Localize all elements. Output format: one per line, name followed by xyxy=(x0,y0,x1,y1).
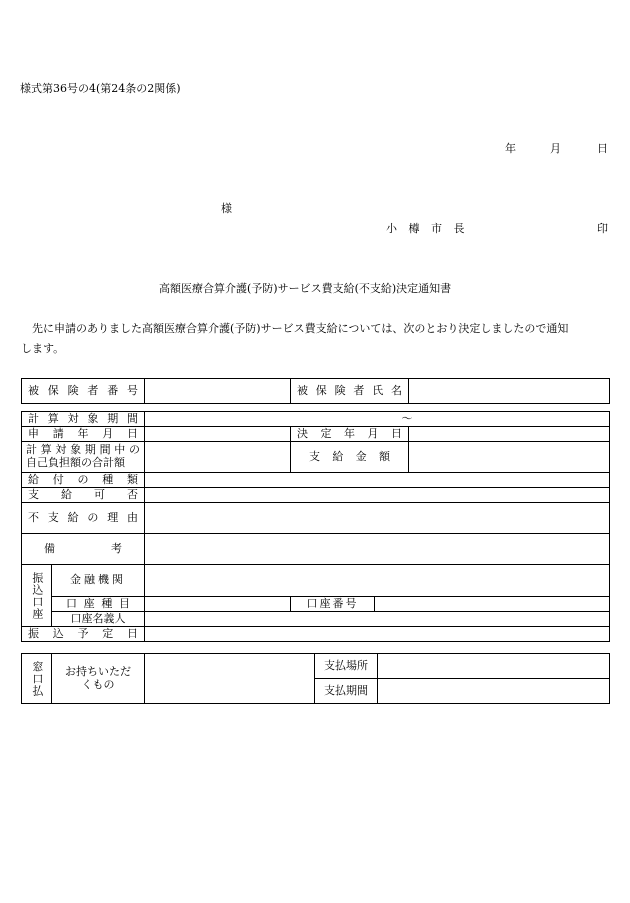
transfer-date-label: 振込予定日 xyxy=(22,627,145,642)
calc-period-label: 計算対象期間 xyxy=(22,412,145,427)
items-to-bring-label xyxy=(52,654,145,704)
insured-name-value xyxy=(409,379,610,404)
transfer-account-text: 振込口座 xyxy=(30,571,44,620)
bank-label: 金融機関 xyxy=(52,565,145,597)
issuer-name: 小 樽 市 長 xyxy=(386,222,469,235)
payment-yesno-value xyxy=(145,488,610,503)
insured-name-label: 被保険者氏名 xyxy=(291,379,409,404)
bank-value xyxy=(145,565,610,597)
decision-details-table xyxy=(21,411,610,642)
payment-period-value xyxy=(378,679,610,704)
form-number: 様式第36号の4(第24条の2関係) xyxy=(20,82,181,95)
counter-payment-label xyxy=(22,654,52,704)
account-number-value xyxy=(375,597,610,612)
account-holder-value xyxy=(145,612,610,627)
account-number-label: 口座番号 xyxy=(291,597,375,612)
payment-yesno-label: 支給可否 xyxy=(22,488,145,503)
items-to-bring-line1: お持ちいただ xyxy=(65,664,131,678)
recipient-suffix: 様 xyxy=(221,202,232,215)
nonpayment-reason-label: 不支給の理由 xyxy=(22,503,145,534)
remarks-value xyxy=(145,534,610,565)
insured-number-value xyxy=(145,379,291,404)
period-separator: ～ xyxy=(401,411,413,425)
self-burden-total-label xyxy=(22,442,145,473)
counter-payment-table xyxy=(21,653,610,704)
remarks-label: 備考 xyxy=(22,534,145,565)
transfer-account-label xyxy=(22,565,52,627)
calc-period-value xyxy=(145,412,610,427)
payment-place-label: 支払場所 xyxy=(315,654,378,679)
self-burden-total-value xyxy=(145,442,291,473)
self-burden-line1: 計算対象期間中の xyxy=(26,443,140,457)
counter-payment-text: 窓口払 xyxy=(30,660,44,697)
insured-number-label: 被保険者番号 xyxy=(22,379,145,404)
benefit-type-label: 給付の種類 xyxy=(22,473,145,488)
date-day: 日 xyxy=(597,142,608,155)
payment-amount-label: 支給金額 xyxy=(291,442,409,473)
seal-mark: 印 xyxy=(597,222,608,235)
date-year: 年 xyxy=(505,142,516,155)
account-holder-label: 口座名義人 xyxy=(52,612,145,627)
decision-date-label: 決定年月日 xyxy=(291,427,409,442)
account-type-value xyxy=(145,597,291,612)
application-date-value xyxy=(145,427,291,442)
body-text-line1: 先に申請のありました高額医療合算介護(予防)サービス費支給については、次のとおり決定しましたので通知 xyxy=(32,322,569,335)
items-to-bring-line2: くもの xyxy=(81,677,115,691)
payment-period-label: 支払期間 xyxy=(315,679,378,704)
transfer-date-value xyxy=(145,627,610,642)
items-to-bring-value xyxy=(145,654,315,704)
insured-info-table xyxy=(21,378,610,404)
self-burden-line2: 自己負担額の合計額 xyxy=(26,456,125,469)
body-text-line2: します。 xyxy=(21,342,65,355)
decision-date-value xyxy=(409,427,610,442)
payment-place-value xyxy=(378,654,610,679)
nonpayment-reason-value xyxy=(145,503,610,534)
account-type-label: 口座種目 xyxy=(52,597,145,612)
document-title: 高額医療合算介護(予防)サービス費支給(不支給)決定通知書 xyxy=(159,282,452,295)
payment-amount-value xyxy=(409,442,610,473)
benefit-type-value xyxy=(145,473,610,488)
application-date-label: 申請年月日 xyxy=(22,427,145,442)
date-month: 月 xyxy=(550,142,561,155)
